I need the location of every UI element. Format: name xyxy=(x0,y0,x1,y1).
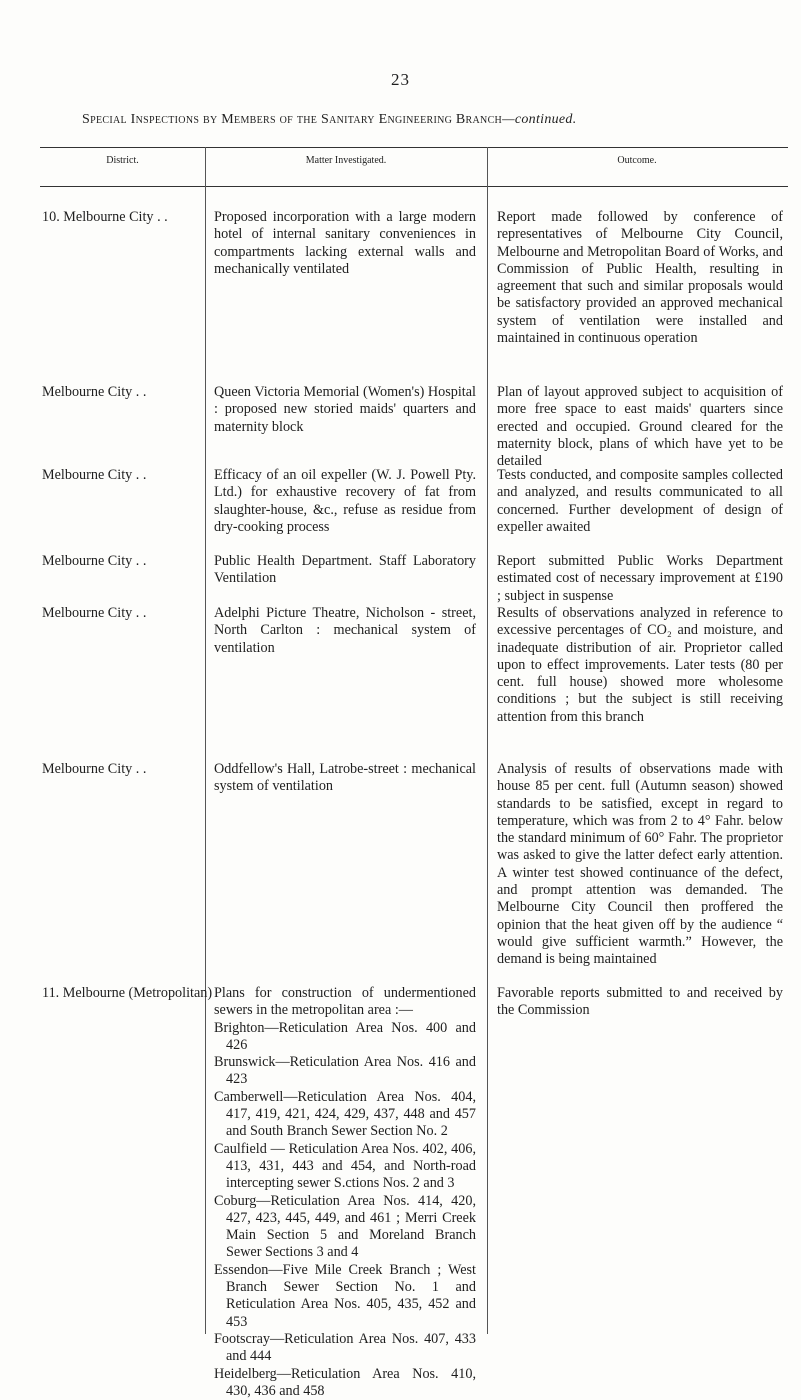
row-7-matter xyxy=(214,985,476,1400)
row-5-district: Melbourne City . . xyxy=(42,605,147,621)
list-item: Camberwell—Reticulation Area Nos. 404, 417, 419, 421, 424, 429, 437, 448 and 457 and South Branch Sewer Section No. 2 xyxy=(214,1088,476,1140)
list-item: Brunswick—Reticulation Area Nos. 416 and 423 xyxy=(214,1054,476,1088)
row-2-matter: Queen Victoria Memorial (Women's) Hospital : proposed new storied maids' quarters and maternity block xyxy=(214,384,476,435)
row-3-outcome: Tests conducted, and composite samples collected and analyzed, and results communicated to all concerned. Further development of design of expeller awaited xyxy=(497,467,783,535)
row-6-matter: Oddfellow's Hall, Latrobe-street : mechanical system of ventilation xyxy=(214,761,476,795)
column-divider-2 xyxy=(487,147,488,1334)
table-top-rule xyxy=(40,147,788,148)
row-2-district: Melbourne City . . xyxy=(42,384,147,400)
row-2-outcome: Plan of layout approved subject to acquisition of more free space to east maids' quarters since erected and occupied. Ground cleared for the maternity block, plans of which have yet to be detailed xyxy=(497,384,783,470)
list-item: Caulfield — Reticulation Area Nos. 402, 406, 413, 431, 443 and 454, and North-road intercepting sewer S.ctions Nos. 2 and 3 xyxy=(214,1140,476,1192)
row-5-outcome: Results of observations analyzed in reference to excessive percentages of CO₂ and moisture, and inadequate distribution of air. Proprietor called upon to effect improvements. Later tests (80 per cent. full house) showed more wholesome conditions ; but the subject is still receiving attention from this branch xyxy=(497,605,783,725)
sewer-list xyxy=(214,1020,476,1400)
table-header-rule xyxy=(40,186,788,187)
row-1-outcome: Report made followed by conference of representatives of Melbourne City Council, Melbourne and Metropolitan Board of Works, and Commission of Public Health, resulting in agreement that such and similar proposals would be satisfactory provided an approved mechanical system of ventilation were installed and maintained in continuous operation xyxy=(497,209,783,347)
row-5-matter: Adelphi Picture Theatre, Nicholson - street, North Carlton : mechanical system of ventilation xyxy=(214,605,476,656)
row-4-district: Melbourne City . . xyxy=(42,553,147,569)
column-divider-1 xyxy=(205,147,206,1334)
row-1-district: 10. Melbourne City . . xyxy=(42,209,168,225)
list-item: Heidelberg—Reticulation Area Nos. 410, 430, 436 and 458 xyxy=(214,1365,476,1399)
row-4-matter: Public Health Department. Staff Laboratory Ventilation xyxy=(214,553,476,587)
list-item: Essendon—Five Mile Creek Branch ; West Branch Sewer Section No. 1 and Reticulation Area Nos. 405, 435, 452 and 453 xyxy=(214,1261,476,1330)
row-7-outcome: Favorable reports submitted to and received by the Commission xyxy=(497,985,783,1019)
running-header-continued: —continued. xyxy=(502,112,577,127)
row-3-district: Melbourne City . . xyxy=(42,467,147,483)
list-item: Footscray—Reticulation Area Nos. 407, 433 and 444 xyxy=(214,1330,476,1365)
row-3-matter: Efficacy of an oil expeller (W. J. Powell Pty. Ltd.) for exhaustive recovery of fat from slaughter-house, &c., refuse as residue from dry-cooking process xyxy=(214,467,476,535)
list-item: Brighton—Reticulation Area Nos. 400 and 426 xyxy=(214,1019,476,1053)
row-6-district: Melbourne City . . xyxy=(42,761,147,777)
running-header-title: Special Inspections by Members of the Sanitary Engineering Branch xyxy=(82,112,503,127)
row-6-outcome: Analysis of results of observations made with house 85 per cent. full (Autumn season) showed standards to be satisfied, except in regard to temperature, which was from 2 to 4° Fahr. below the standard minimum of 60° Fahr. The proprietor was asked to give the latter defect early attention. A winter test showed continuance of the defect, and prompt attention was demanded. The Melbourne City Council then proffered the opinion that the heat given off by the audience “ would give sufficient warmth.” However, the demand is being maintained xyxy=(497,761,783,968)
row-7-matter-intro: Plans for construction of undermentioned sewers in the metropolitan area :— xyxy=(214,985,476,1019)
page-number: 23 xyxy=(391,70,410,89)
row-1-matter: Proposed incorporation with a large modern hotel of internal sanitary conveniences in compartments lacking external walls and mechanically ventilated xyxy=(214,209,476,277)
row-4-outcome: Report submitted Public Works Department estimated cost of necessary improvement at £190 ; subject in suspense xyxy=(497,553,783,604)
column-header-district: District. xyxy=(106,155,139,166)
running-header xyxy=(82,112,782,128)
column-header-matter: Matter Investigated. xyxy=(305,155,387,166)
list-item: Coburg—Reticulation Area Nos. 414, 420, 427, 423, 445, 449, and 461 ; Merri Creek Main Section 5 and Moreland Branch Sewer Sections 3 and 4 xyxy=(214,1192,476,1261)
row-7-district: 11. Melbourne (Metropolitan) xyxy=(42,985,213,1001)
column-header-outcome: Outcome. xyxy=(617,155,657,166)
